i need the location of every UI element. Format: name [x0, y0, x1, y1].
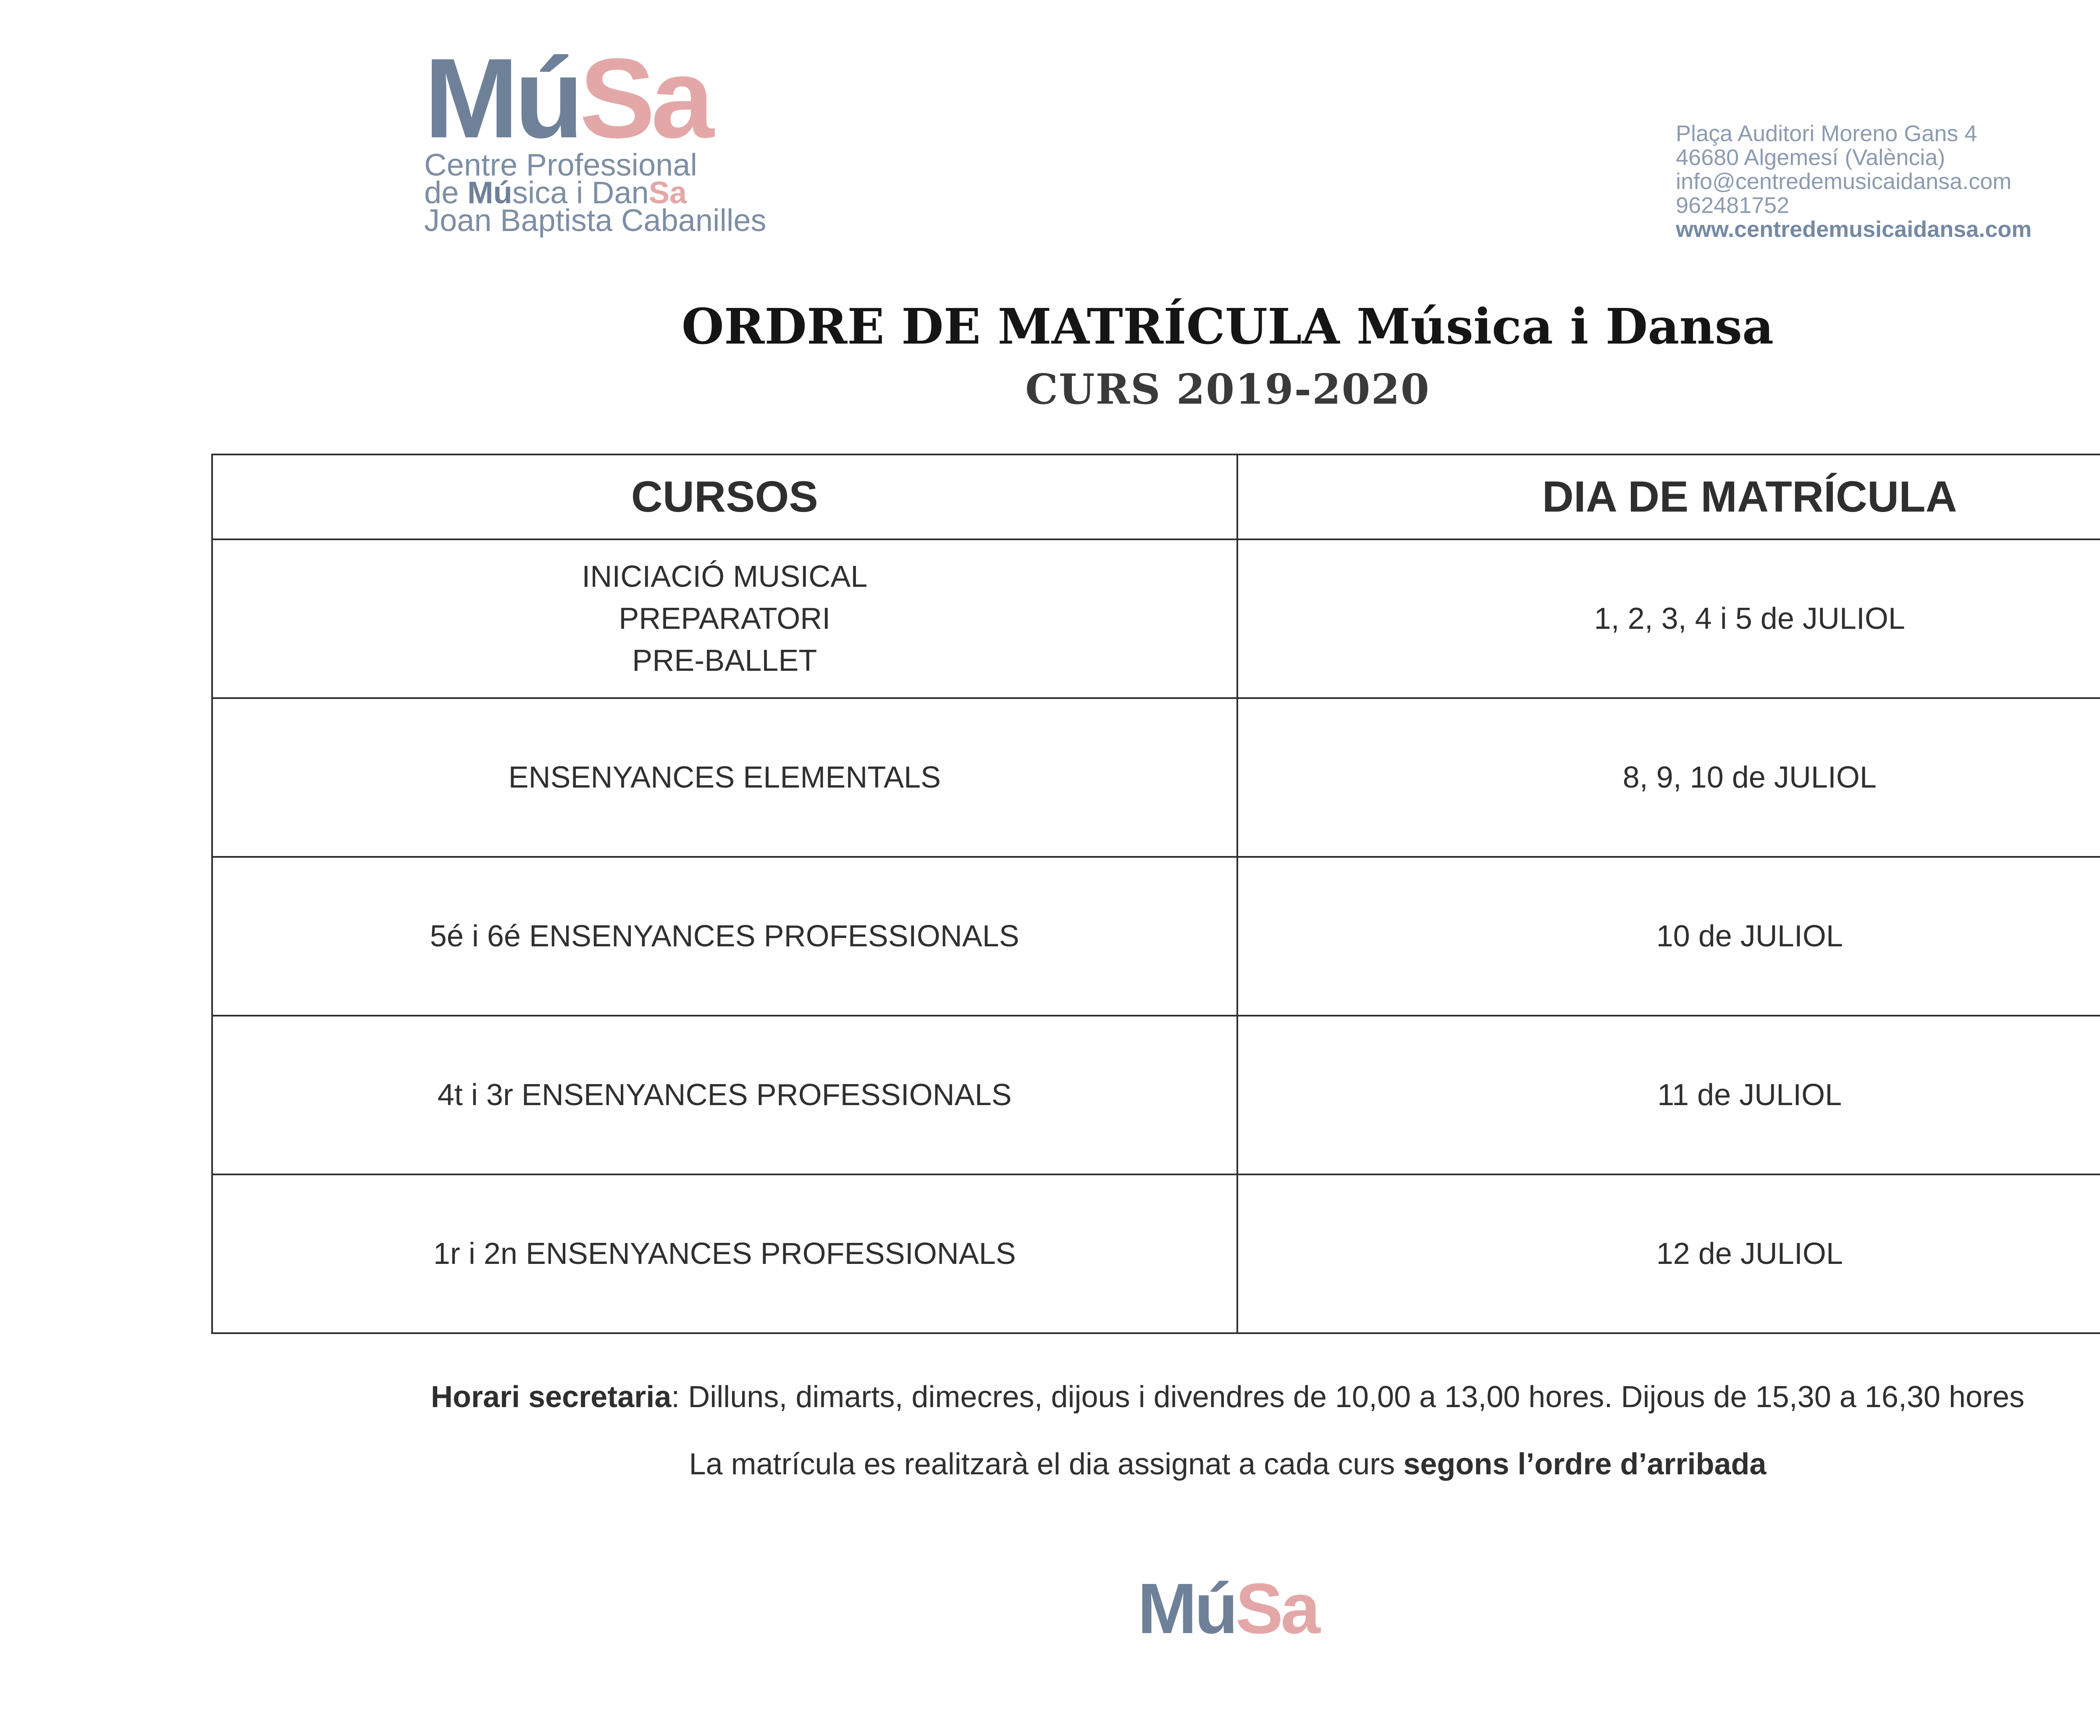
logo-word-part1: Mú — [424, 35, 580, 162]
course-cell — [212, 539, 1237, 698]
secretary-hours-text: : Dilluns, dimarts, dimecres, dijous i divendres de 10,00 a 13,00 hores. Dijous de 15,30 a 16,30 hores — [671, 1380, 2025, 1414]
logo-line-2-a: de — [424, 175, 467, 210]
date-cell: 10 de JULIOL — [1237, 857, 2100, 1016]
enrollment-order-bold: segons l’ordre d’arribada — [1403, 1447, 1767, 1481]
address-website-link[interactable]: www.centredemusicaidansa.com — [1676, 217, 2032, 242]
logo-line-2-d: Sa — [648, 175, 687, 210]
secretary-hours-label: Horari secretaria — [430, 1380, 672, 1414]
logo-word-part2: Sa — [579, 35, 710, 162]
course-cell: ENSENYANCES ELEMENTALS — [212, 698, 1237, 857]
logo-wordmark — [424, 35, 802, 162]
address-line-1: Plaça Auditori Moreno Gans 4 — [1676, 121, 1977, 146]
logo-line-2-c: sica i Dan — [512, 175, 649, 210]
header-logo — [424, 35, 802, 238]
column-header-enrollment-day: DIA DE MATRÍCULA — [1237, 454, 2100, 539]
logo-subtitle — [424, 147, 802, 238]
course-line: INICIACIÓ MUSICAL — [582, 560, 868, 594]
address-email[interactable]: info@centredemusicaidansa.com — [1676, 169, 2012, 194]
footer-logo-part2: Sa — [1235, 1569, 1318, 1649]
logo-line-2-b: Mú — [467, 175, 512, 210]
enrollment-order-text: La matrícula es realitzarà el dia assignat a cada curs — [689, 1447, 1404, 1481]
date-cell: 8, 9, 10 de JULIOL — [1237, 698, 2100, 857]
logo-line-1: Centre Professional — [424, 147, 697, 182]
date-cell: 12 de JULIOL — [1237, 1174, 2100, 1333]
logo-line-3: Joan Baptista Cabanilles — [424, 203, 766, 238]
course-cell: 1r i 2n ENSENYANCES PROFESSIONALS — [212, 1174, 1237, 1333]
course-cell: 5é i 6é ENSENYANCES PROFESSIONALS — [212, 857, 1237, 1016]
page-title: ORDRE DE MATRÍCULA Música i Dansa — [681, 298, 1774, 355]
table-row — [212, 698, 2100, 857]
enrollment-schedule-table — [211, 454, 2100, 1334]
column-header-courses: CURSOS — [212, 454, 1237, 539]
date-cell: 1, 2, 3, 4 i 5 de JULIOL — [1237, 539, 2100, 698]
secretary-hours-note — [0, 1380, 2100, 1414]
course-line: PRE-BALLET — [632, 644, 817, 678]
contact-address — [1676, 122, 2096, 242]
address-phone: 962481752 — [1676, 193, 1790, 218]
date-cell: 11 de JULIOL — [1237, 1016, 2100, 1174]
course-cell: 4t i 3r ENSENYANCES PROFESSIONALS — [212, 1016, 1237, 1174]
address-line-2: 46680 Algemesí (València) — [1676, 145, 1945, 170]
page-subtitle: CURS 2019-2020 — [1025, 365, 1430, 414]
footer-logo — [0, 1569, 2100, 1649]
table-row — [212, 539, 2100, 698]
enrollment-order-note — [0, 1447, 2100, 1481]
table-row — [212, 857, 2100, 1016]
table-header-row — [212, 454, 2100, 539]
table-row — [212, 1016, 2100, 1174]
table-row — [212, 1174, 2100, 1333]
course-line: PREPARATORI — [619, 602, 831, 636]
footer-logo-part1: Mú — [1137, 1569, 1236, 1649]
